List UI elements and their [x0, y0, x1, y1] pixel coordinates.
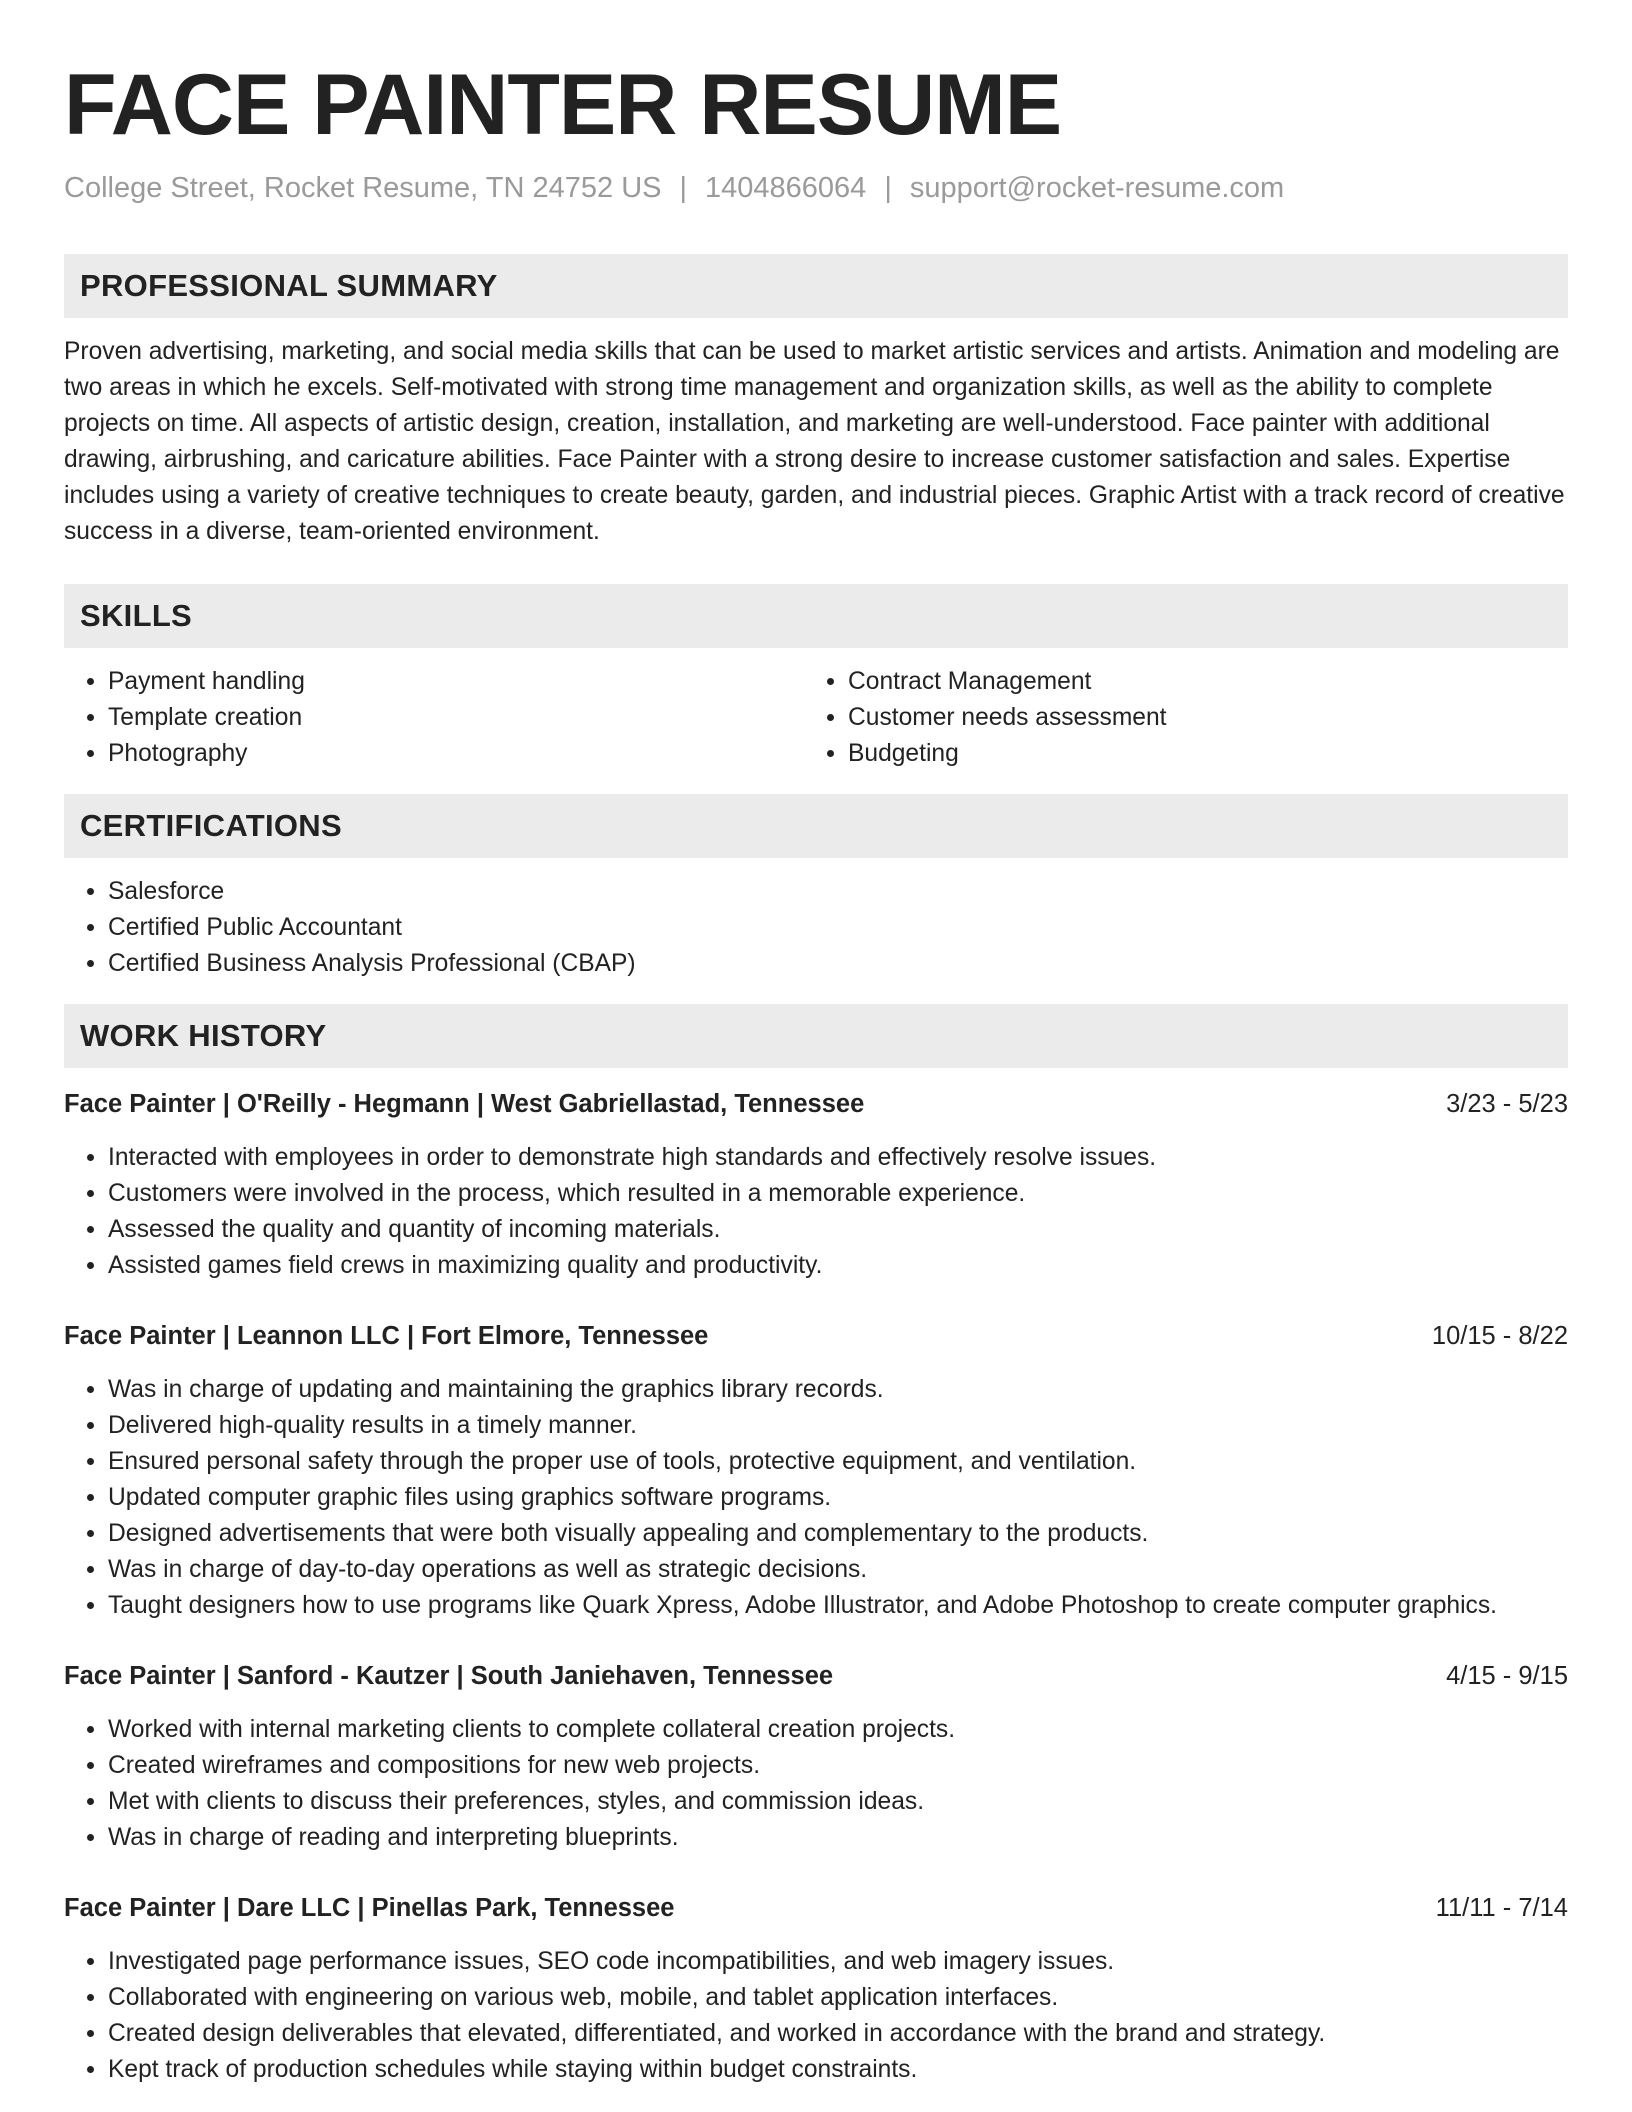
- contact-separator: |: [679, 172, 688, 204]
- job-title-row: [64, 1890, 1568, 1926]
- summary-paragraph: Proven advertising, marketing, and social media skills that can be used to market artistic services and artists. Animation and modeling are two areas in which he excels. Self-motivated with strong time management and organization skills, as well as the ability to complete projects on time. All aspects of artistic design, creation, installation, and marketing are well-understood. Face painter with additional drawing, airbrushing, and caricature abilities. Face Painter with a strong desire to increase customer satisfaction and sales. Expertise includes using a variety of creative techniques to create beauty, garden, and industrial pieces. Graphic Artist with a track record of creative success in a diverse, team-oriented environment.: [64, 338, 1565, 545]
- job-bullet: • Worked with internal marketing clients to complete collateral creation projects.: [108, 1712, 1568, 1748]
- job-bullet: • Created design deliverables that elevated, differentiated, and worked in accordance with the brand and strategy.: [108, 2016, 1568, 2052]
- skills-grid: [64, 664, 1568, 772]
- job-bullet: • Ensured personal safety through the proper use of tools, protective equipment, and ventilation.: [108, 1444, 1568, 1480]
- job-bullet: • Designed advertisements that were both visually appealing and complementary to the products.: [108, 1516, 1568, 1552]
- job-title: Face Painter | O'Reilly - Hegmann | West Gabriellastad, Tennessee: [64, 1090, 865, 1118]
- skill-item: • Customer needs assessment: [848, 700, 1544, 736]
- job-entry: [64, 1890, 1568, 2088]
- job-bullet: • Was in charge of updating and maintaining the graphics library records.: [108, 1372, 1568, 1408]
- job-dates: 4/15 - 9/15: [1446, 1662, 1568, 1690]
- job-bullets: [64, 1944, 1568, 2088]
- job-title-row: [64, 1658, 1568, 1694]
- contact-separator: |: [884, 172, 892, 204]
- job-bullet: • Met with clients to discuss their preferences, styles, and commission ideas.: [108, 1784, 1568, 1820]
- job-bullet: • Customers were involved in the process, which resulted in a memorable experience.: [108, 1176, 1568, 1212]
- job-bullet: • Interacted with employees in order to demonstrate high standards and effectively resolve issues.: [108, 1140, 1568, 1176]
- section-header-work-history: WORK HISTORY: [64, 1004, 1568, 1068]
- certifications-list: [64, 874, 1568, 982]
- certification-item: • Certified Business Analysis Professional (CBAP): [108, 946, 1568, 982]
- job-bullet: • Was in charge of day-to-day operations as well as strategic decisions.: [108, 1552, 1568, 1588]
- contact-phone: 1404866064: [705, 172, 867, 204]
- resume-title: FACE PAINTER RESUME: [64, 57, 1062, 153]
- job-bullet: • Assessed the quality and quantity of incoming materials.: [108, 1212, 1568, 1248]
- job-dates: 11/11 - 7/14: [1435, 1894, 1568, 1922]
- skills-column-left: [64, 664, 804, 772]
- skill-item: • Template creation: [108, 700, 804, 736]
- job-bullets: [64, 1140, 1568, 1284]
- job-entry: [64, 1086, 1568, 1284]
- job-dates: 10/15 - 8/22: [1431, 1322, 1568, 1350]
- job-title-row: [64, 1086, 1568, 1122]
- skills-column-right: [804, 664, 1544, 772]
- job-entry: [64, 1658, 1568, 1856]
- job-bullet: • Investigated page performance issues, SEO code incompatibilities, and web imagery issues.: [108, 1944, 1568, 1980]
- section-header-certifications: CERTIFICATIONS: [64, 794, 1568, 858]
- job-title: Face Painter | Leannon LLC | Fort Elmore, Tennessee: [64, 1322, 709, 1350]
- job-title: Face Painter | Sanford - Kautzer | South Janiehaven, Tennessee: [64, 1662, 834, 1690]
- job-bullets: [64, 1712, 1568, 1856]
- section-header-professional-summary: PROFESSIONAL SUMMARY: [64, 254, 1568, 318]
- skill-item: • Contract Management: [848, 664, 1544, 700]
- job-entry: [64, 1318, 1568, 1624]
- job-bullet: • Collaborated with engineering on various web, mobile, and tablet application interfaces.: [108, 1980, 1568, 2016]
- job-title: Face Painter | Dare LLC | Pinellas Park, Tennessee: [64, 1894, 675, 1922]
- job-bullet: • Created wireframes and compositions for new web projects.: [108, 1748, 1568, 1784]
- contact-line: [64, 168, 1568, 208]
- section-header-skills: SKILLS: [64, 584, 1568, 648]
- job-bullet: • Kept track of production schedules while staying within budget constraints.: [108, 2052, 1568, 2088]
- job-bullet: • Delivered high-quality results in a timely manner.: [108, 1408, 1568, 1444]
- contact-email: support@rocket-resume.com: [909, 172, 1285, 204]
- skill-item: • Payment handling: [108, 664, 804, 700]
- job-title-row: [64, 1318, 1568, 1354]
- certification-item: • Salesforce: [108, 874, 1568, 910]
- job-dates: 3/23 - 5/23: [1446, 1090, 1568, 1118]
- job-bullets: [64, 1372, 1568, 1624]
- contact-address: College Street, Rocket Resume, TN 24752 US: [64, 172, 662, 204]
- job-bullet: • Updated computer graphic files using graphics software programs.: [108, 1480, 1568, 1516]
- job-bullet: • Taught designers how to use programs like Quark Xpress, Adobe Illustrator, and Adobe Photoshop to create computer graphics.: [108, 1588, 1568, 1624]
- job-bullet: • Assisted games field crews in maximizing quality and productivity.: [108, 1248, 1568, 1284]
- certification-item: • Certified Public Accountant: [108, 910, 1568, 946]
- job-bullet: • Was in charge of reading and interpreting blueprints.: [108, 1820, 1568, 1856]
- skill-item: • Budgeting: [848, 736, 1544, 772]
- skill-item: • Photography: [108, 736, 804, 772]
